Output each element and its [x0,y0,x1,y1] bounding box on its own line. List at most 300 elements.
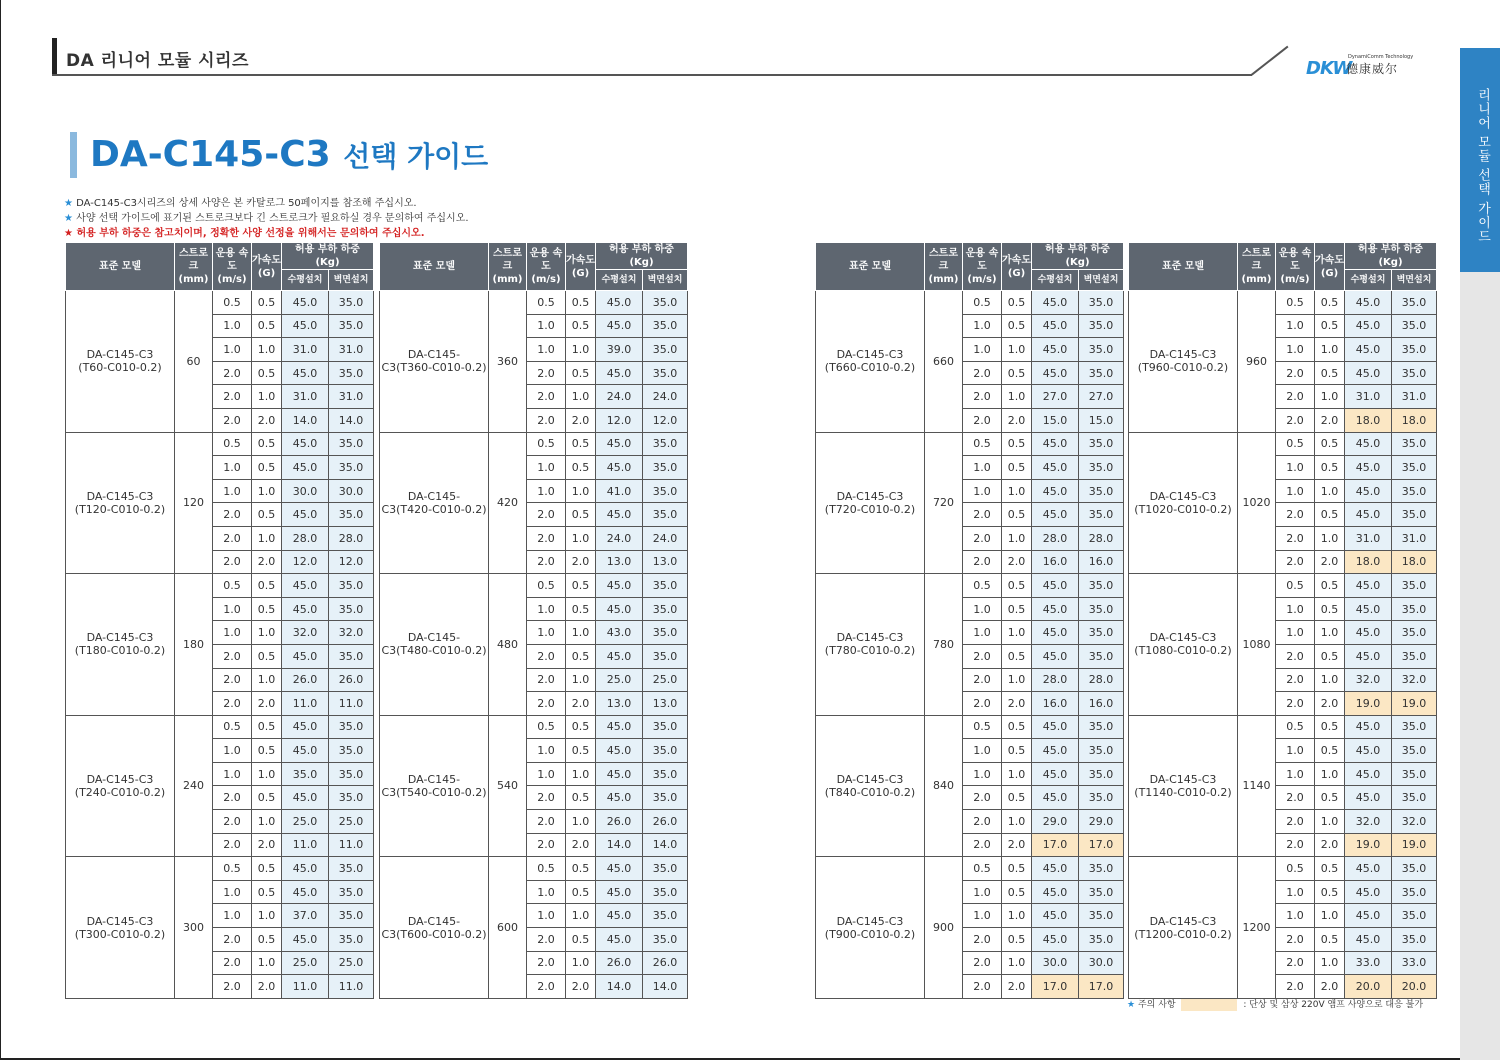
horizontal-load-cell: 45.0 [1345,432,1392,456]
speed-cell: 1.0 [1276,904,1315,928]
speed-cell: 1.0 [963,338,1002,362]
accel-cell: 1.0 [1315,951,1345,975]
speed-cell: 1.0 [963,739,1002,763]
horizontal-load-cell: 45.0 [1345,574,1392,598]
model-name-line: DA-C145-C3 [1149,914,1217,928]
speed-cell: 2.0 [213,975,252,999]
accel-cell: 0.5 [252,456,282,480]
speed-cell: 2.0 [963,550,1002,574]
horizontal-load-cell: 45.0 [596,880,643,904]
speed-cell: 2.0 [1276,951,1315,975]
model-cell [816,291,925,433]
vertical-load-cell: 35.0 [643,928,688,952]
stroke-cell: 1200 [1238,857,1276,999]
horizontal-load-cell: 16.0 [1032,692,1079,716]
horizontal-load-cell: 45.0 [1032,644,1079,668]
header-load: 허용 부하 하중 (Kg) [596,243,688,270]
vertical-load-cell: 35.0 [329,456,374,480]
horizontal-load-cell: 45.0 [596,456,643,480]
speed-cell: 2.0 [963,668,1002,692]
accel-cell: 0.5 [252,644,282,668]
accel-cell: 2.0 [252,692,282,716]
page-edge-left [0,0,1,1060]
horizontal-load-cell: 45.0 [282,928,329,952]
vertical-load-cell: 35.0 [1392,904,1437,928]
table-row [380,574,688,598]
horizontal-load-cell: 19.0 [1345,833,1392,857]
header-speed-unit: (m/s) [1280,274,1310,285]
logo-chinese-name: 德康威尔 [1346,62,1399,76]
horizontal-load-cell: 45.0 [596,503,643,527]
header-accel [1002,243,1032,291]
horizontal-load-cell: 45.0 [1345,928,1392,952]
horizontal-load-cell: 18.0 [1345,550,1392,574]
accel-cell: 1.0 [252,951,282,975]
speed-cell: 2.0 [527,385,566,409]
vertical-load-cell: 35.0 [1392,644,1437,668]
note-item: ★ 허용 부하 하중은 참고치이며, 정확한 사양 선정을 위해서는 문의하여 주십시오. [64,228,425,239]
horizontal-load-cell: 45.0 [1032,762,1079,786]
model-name-line: (T240-C010-0.2) [74,785,166,799]
model-name-line: DA-C145-C3 [836,489,904,503]
speed-cell: 0.5 [1276,291,1315,315]
vertical-load-cell: 35.0 [1079,644,1124,668]
vertical-load-cell: 30.0 [1079,951,1124,975]
header-horizontal: 수평설치 [596,270,643,291]
vertical-load-cell: 35.0 [643,762,688,786]
header-accel [566,243,596,291]
star-icon: ★ [1127,1000,1136,1010]
accel-cell: 0.5 [252,880,282,904]
accel-cell: 0.5 [252,857,282,881]
speed-cell: 2.0 [1276,810,1315,834]
horizontal-load-cell: 45.0 [1345,739,1392,763]
horizontal-load-cell: 45.0 [1345,291,1392,315]
vertical-load-cell: 35.0 [1079,762,1124,786]
header-accent-bar [52,38,57,74]
stroke-cell: 360 [489,291,527,433]
accel-cell: 2.0 [1315,692,1345,716]
star-icon: ★ [64,213,73,224]
vertical-load-cell: 35.0 [1079,904,1124,928]
vertical-load-cell: 35.0 [329,739,374,763]
header-vertical: 벽면설치 [329,270,374,291]
horizontal-load-cell: 14.0 [596,833,643,857]
horizontal-load-cell: 17.0 [1032,833,1079,857]
speed-cell: 1.0 [213,338,252,362]
vertical-load-cell: 35.0 [1392,432,1437,456]
header-vertical: 벽면설치 [1392,270,1437,291]
accel-cell: 1.0 [1002,904,1032,928]
speed-cell: 2.0 [1276,503,1315,527]
vertical-load-cell: 35.0 [329,503,374,527]
accel-cell: 2.0 [566,692,596,716]
accel-cell: 2.0 [1315,550,1345,574]
speed-cell: 1.0 [1276,479,1315,503]
speed-cell: 1.0 [213,479,252,503]
horizontal-load-cell: 45.0 [1032,479,1079,503]
model-name-line: DA-C145-C3 [836,914,904,928]
vertical-load-cell: 35.0 [643,361,688,385]
selection-table [379,242,688,999]
vertical-load-cell: 35.0 [1392,503,1437,527]
model-cell [1129,291,1238,433]
vertical-load-cell: 26.0 [643,810,688,834]
footnote-label: 주의 사항 [1137,1000,1176,1010]
table-row [1129,715,1437,739]
table-row [816,291,1124,315]
vertical-load-cell: 35.0 [1392,715,1437,739]
vertical-load-cell: 35.0 [1079,479,1124,503]
accel-cell: 0.5 [566,574,596,598]
model-cell [66,857,175,999]
footnote-text: : 단상 및 삼상 220V 앰프 사양으로 대응 불가 [1243,1000,1424,1010]
vertical-load-cell: 35.0 [643,338,688,362]
accel-cell: 0.5 [1315,574,1345,598]
speed-cell: 1.0 [1276,621,1315,645]
horizontal-load-cell: 45.0 [1032,456,1079,480]
horizontal-load-cell: 30.0 [282,479,329,503]
speed-cell: 0.5 [527,715,566,739]
vertical-load-cell: 29.0 [1079,810,1124,834]
header-load: 허용 부하 하중 (Kg) [1345,243,1437,270]
speed-cell: 2.0 [213,786,252,810]
accel-cell: 0.5 [566,715,596,739]
accel-cell: 0.5 [1002,314,1032,338]
stroke-cell: 1080 [1238,574,1276,716]
vertical-load-cell: 33.0 [1392,951,1437,975]
horizontal-load-cell: 28.0 [1032,526,1079,550]
speed-cell: 1.0 [963,479,1002,503]
header-model: 표준 모델 [1129,243,1238,291]
speed-cell: 1.0 [527,338,566,362]
vertical-load-cell: 35.0 [1079,715,1124,739]
accel-cell: 1.0 [566,810,596,834]
speed-cell: 2.0 [213,833,252,857]
vertical-load-cell: 32.0 [1392,668,1437,692]
header-accel [1315,243,1345,291]
vertical-load-cell: 24.0 [643,526,688,550]
note-item: ★ DA-C145-C3시리즈의 상세 사양은 본 카탈로그 50페이지를 참조해 주십시오. [64,198,417,209]
header-speed-label: 운용 속도 [1278,248,1312,272]
model-cell [816,715,925,857]
accel-cell: 0.5 [252,291,282,315]
vertical-load-cell: 35.0 [643,739,688,763]
vertical-load-cell: 17.0 [1079,975,1124,999]
speed-cell: 1.0 [213,314,252,338]
accel-cell: 0.5 [1315,715,1345,739]
vertical-load-cell: 13.0 [643,550,688,574]
speed-cell: 1.0 [527,314,566,338]
accel-cell: 2.0 [1002,975,1032,999]
model-name-line: DA-C145-C3 [86,348,154,362]
speed-cell: 2.0 [1276,786,1315,810]
accel-cell: 1.0 [1315,810,1345,834]
accel-cell: 1.0 [252,338,282,362]
horizontal-load-cell: 45.0 [596,291,643,315]
vertical-load-cell: 35.0 [1392,456,1437,480]
accel-cell: 2.0 [1002,408,1032,432]
model-cell [1129,432,1238,574]
horizontal-load-cell: 45.0 [282,857,329,881]
stroke-cell: 1020 [1238,432,1276,574]
accel-cell: 0.5 [566,291,596,315]
model-cell [380,857,489,999]
speed-cell: 0.5 [1276,574,1315,598]
speed-cell: 1.0 [527,597,566,621]
model-cell [380,291,489,433]
accel-cell: 2.0 [1002,833,1032,857]
header-stroke [925,243,963,291]
model-cell [66,432,175,574]
horizontal-load-cell: 45.0 [596,574,643,598]
table-row [816,432,1124,456]
horizontal-load-cell: 11.0 [282,692,329,716]
horizontal-load-cell: 45.0 [1032,904,1079,928]
horizontal-load-cell: 33.0 [1345,951,1392,975]
table-row [66,857,374,881]
horizontal-load-cell: 45.0 [1345,456,1392,480]
stroke-cell: 900 [925,857,963,999]
stroke-cell: 840 [925,715,963,857]
model-name-line: C3(T480-C010-0.2) [381,644,487,658]
horizontal-load-cell: 45.0 [596,314,643,338]
header-accel-label: 가속도 [252,254,281,266]
accel-cell: 1.0 [252,621,282,645]
horizontal-load-cell: 45.0 [282,574,329,598]
accel-cell: 0.5 [1315,456,1345,480]
stroke-cell: 1140 [1238,715,1276,857]
horizontal-load-cell: 45.0 [596,644,643,668]
horizontal-load-cell: 45.0 [596,715,643,739]
model-name-line: DA-C145- [407,914,461,928]
model-name-line: DA-C145- [407,348,461,362]
vertical-load-cell: 27.0 [1079,385,1124,409]
accel-cell: 0.5 [1002,456,1032,480]
speed-cell: 1.0 [1276,314,1315,338]
accel-cell: 0.5 [1315,432,1345,456]
accel-cell: 0.5 [1002,739,1032,763]
accel-cell: 1.0 [1002,479,1032,503]
accel-cell: 2.0 [566,408,596,432]
speed-cell: 2.0 [963,810,1002,834]
model-name-line: DA-C145-C3 [86,914,154,928]
model-cell [66,291,175,433]
speed-cell: 2.0 [527,408,566,432]
side-tab-label: 리니어 모듈 선택 가이드 [1475,88,1490,244]
horizontal-load-cell: 45.0 [1032,786,1079,810]
accel-cell: 2.0 [566,975,596,999]
horizontal-load-cell: 32.0 [282,621,329,645]
vertical-load-cell: 35.0 [1079,574,1124,598]
speed-cell: 2.0 [213,928,252,952]
accel-cell: 1.0 [566,385,596,409]
speed-cell: 1.0 [963,880,1002,904]
accel-cell: 1.0 [566,621,596,645]
horizontal-load-cell: 26.0 [596,951,643,975]
vertical-load-cell: 31.0 [1392,385,1437,409]
horizontal-load-cell: 32.0 [1345,668,1392,692]
horizontal-load-cell: 45.0 [1032,880,1079,904]
header-speed [213,243,252,291]
horizontal-load-cell: 20.0 [1345,975,1392,999]
vertical-load-cell: 35.0 [1079,880,1124,904]
header-rule [52,74,1252,76]
vertical-load-cell: 35.0 [1392,762,1437,786]
horizontal-load-cell: 45.0 [596,762,643,786]
horizontal-load-cell: 35.0 [282,762,329,786]
speed-cell: 1.0 [527,456,566,480]
horizontal-load-cell: 45.0 [596,786,643,810]
vertical-load-cell: 26.0 [643,951,688,975]
speed-cell: 2.0 [963,644,1002,668]
horizontal-load-cell: 31.0 [282,338,329,362]
table-row [1129,291,1437,315]
model-name-line: DA-C145-C3 [836,631,904,645]
table-row [66,574,374,598]
accel-cell: 2.0 [1002,692,1032,716]
vertical-load-cell: 35.0 [1392,621,1437,645]
header-horizontal: 수평설치 [1345,270,1392,291]
horizontal-load-cell: 12.0 [596,408,643,432]
vertical-load-cell: 35.0 [329,314,374,338]
speed-cell: 0.5 [527,574,566,598]
model-name-line: C3(T420-C010-0.2) [381,502,487,516]
model-name-line: (T660-C010-0.2) [824,361,916,375]
vertical-load-cell: 35.0 [1079,857,1124,881]
speed-cell: 0.5 [963,715,1002,739]
horizontal-load-cell: 26.0 [282,668,329,692]
accel-cell: 2.0 [252,833,282,857]
header-stroke [1238,243,1276,291]
horizontal-load-cell: 27.0 [1032,385,1079,409]
speed-cell: 2.0 [527,951,566,975]
horizontal-load-cell: 45.0 [282,644,329,668]
stroke-cell: 240 [175,715,213,857]
header-accel-label: 가속도 [1315,254,1344,266]
accel-cell: 0.5 [566,880,596,904]
accel-cell: 1.0 [1315,762,1345,786]
vertical-load-cell: 35.0 [329,715,374,739]
model-name-line: DA-C145-C3 [836,772,904,786]
horizontal-load-cell: 45.0 [282,432,329,456]
accel-cell: 1.0 [566,762,596,786]
vertical-load-cell: 35.0 [1079,786,1124,810]
model-cell [66,574,175,716]
header-speed [963,243,1002,291]
stroke-cell: 420 [489,432,527,574]
horizontal-load-cell: 45.0 [596,904,643,928]
vertical-load-cell: 35.0 [329,644,374,668]
model-name-line: DA-C145-C3 [1149,631,1217,645]
model-name-line: DA-C145-C3 [86,772,154,786]
footnote-swatch [1181,999,1237,1011]
speed-cell: 2.0 [527,361,566,385]
speed-cell: 0.5 [1276,715,1315,739]
vertical-load-cell: 18.0 [1392,408,1437,432]
accel-cell: 2.0 [252,550,282,574]
horizontal-load-cell: 45.0 [1345,597,1392,621]
accel-cell: 0.5 [1315,928,1345,952]
horizontal-load-cell: 31.0 [1345,385,1392,409]
header-horizontal: 수평설치 [282,270,329,291]
accel-cell: 0.5 [566,456,596,480]
horizontal-load-cell: 25.0 [282,951,329,975]
table-row [1129,857,1437,881]
horizontal-load-cell: 45.0 [1032,857,1079,881]
vertical-load-cell: 35.0 [643,786,688,810]
speed-cell: 2.0 [1276,550,1315,574]
vertical-load-cell: 16.0 [1079,550,1124,574]
model-cell [380,574,489,716]
table-row [380,715,688,739]
speed-cell: 0.5 [963,291,1002,315]
horizontal-load-cell: 39.0 [596,338,643,362]
model-name-line: (T1200-C010-0.2) [1134,927,1232,941]
vertical-load-cell: 14.0 [643,975,688,999]
header-stroke-unit: (mm) [1241,274,1272,285]
speed-cell: 1.0 [963,762,1002,786]
model-name-line: DA-C145- [407,772,461,786]
vertical-load-cell: 28.0 [329,526,374,550]
horizontal-load-cell: 45.0 [282,314,329,338]
accel-cell: 0.5 [1002,361,1032,385]
accel-cell: 1.0 [1315,526,1345,550]
horizontal-load-cell: 17.0 [1032,975,1079,999]
header-model: 표준 모델 [66,243,175,291]
horizontal-load-cell: 28.0 [1032,668,1079,692]
accel-cell: 1.0 [1315,668,1345,692]
accel-cell: 0.5 [1315,314,1345,338]
header-stroke [489,243,527,291]
speed-cell: 2.0 [213,503,252,527]
horizontal-load-cell: 45.0 [1345,361,1392,385]
model-name-line: DA-C145-C3 [86,631,154,645]
vertical-load-cell: 20.0 [1392,975,1437,999]
speed-cell: 1.0 [213,739,252,763]
accel-cell: 0.5 [566,644,596,668]
vertical-load-cell: 19.0 [1392,833,1437,857]
horizontal-load-cell: 45.0 [1032,503,1079,527]
accel-cell: 0.5 [1002,574,1032,598]
vertical-load-cell: 35.0 [1079,928,1124,952]
speed-cell: 2.0 [1276,833,1315,857]
horizontal-load-cell: 13.0 [596,550,643,574]
model-name-line: DA-C145- [407,631,461,645]
accel-cell: 1.0 [1002,951,1032,975]
vertical-load-cell: 11.0 [329,833,374,857]
table-row [816,715,1124,739]
vertical-load-cell: 30.0 [329,479,374,503]
accel-cell: 1.0 [566,951,596,975]
model-name-line: DA-C145-C3 [1149,772,1217,786]
speed-cell: 0.5 [213,291,252,315]
accel-cell: 1.0 [1002,385,1032,409]
vertical-load-cell: 24.0 [643,385,688,409]
vertical-load-cell: 35.0 [1079,361,1124,385]
model-name-line: (T180-C010-0.2) [74,644,166,658]
horizontal-load-cell: 30.0 [1032,951,1079,975]
accel-cell: 2.0 [252,408,282,432]
model-name-line: DA-C145-C3 [836,348,904,362]
stroke-cell: 180 [175,574,213,716]
horizontal-load-cell: 45.0 [1345,314,1392,338]
header-accel-label: 가속도 [566,254,595,266]
accel-cell: 2.0 [1315,408,1345,432]
header-model: 표준 모델 [816,243,925,291]
accel-cell: 1.0 [252,479,282,503]
accel-cell: 0.5 [1315,291,1345,315]
